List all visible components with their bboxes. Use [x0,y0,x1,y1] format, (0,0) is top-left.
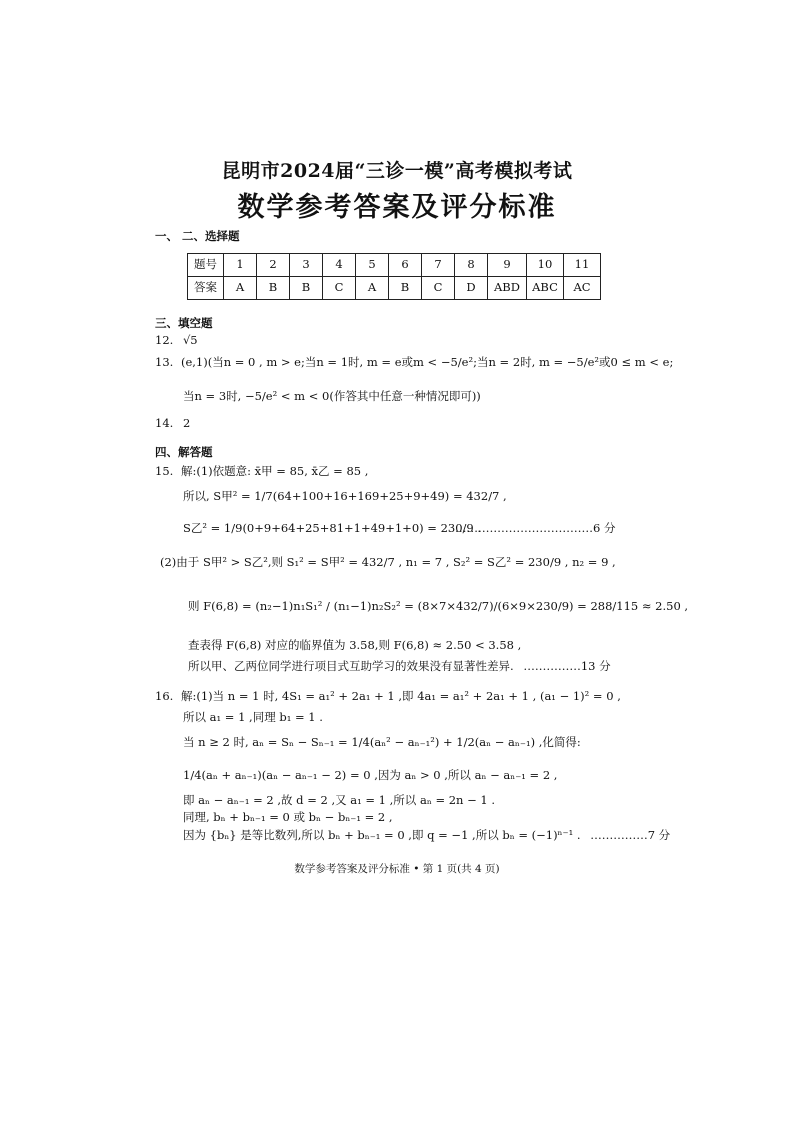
q15-line1 [155,465,368,479]
table-cell: B [290,277,323,300]
q16-score: ……………7 分 [590,828,671,842]
table-row [188,254,601,277]
table-cell: 5 [356,254,389,277]
q13-number: 13. [155,355,174,369]
q12-line [155,334,198,348]
table-cell: B [257,277,290,300]
table-cell: 4 [323,254,356,277]
table-cell: ABC [527,277,564,300]
q14-number: 14. [155,416,174,430]
section-fill-heading: 三、填空题 [155,316,213,330]
table-cell: B [389,277,422,300]
page-footer: 数学参考答案及评分标准 • 第 1 页(共 4 页) [294,863,500,875]
q15-text: 解:(1)依题意: x̄甲 = 85, x̄乙 = 85 , [180,464,369,478]
q15-line6: 查表得 F(6,8) 对应的临界值为 3.58,则 F(6,8) ≈ 2.50 < 3.58 , [188,638,522,652]
table-cell: AC [564,277,601,300]
q15-score-1: ………………………………6 分 [455,521,616,535]
q16-line4: 1/4(aₙ + aₙ₋₁)(aₙ − aₙ₋₁ − 2) = 0 ,因为 aₙ > 0 ,所以 aₙ − aₙ₋₁ = 2 , [183,768,558,782]
q13-text-line1: (e,1)(当n = 0 , m > e;当n = 1时, m = e或m < −5/e²;当n = 2时, m = −5/e²或0 ≤ m < e; [180,355,674,369]
q14-answer: 2 [182,416,191,430]
q16-number: 16. [155,689,174,703]
table-cell: D [455,277,488,300]
q16-line7 [183,829,670,843]
q15-text: S乙² = 1/9(0+9+64+25+81+1+49+1+0) = 230/9 . [183,521,482,535]
q14-line [155,417,190,431]
table-cell: A [356,277,389,300]
q13-line1 [155,356,673,370]
q15-score-2: ……………13 分 [523,659,611,673]
document-title: 昆明市2024届“三诊一模”高考模拟考试 [221,160,573,182]
answer-table [187,253,601,300]
section-choice-heading: 一、 二、选择题 [155,229,240,243]
q15-number: 15. [155,464,174,478]
q12-number: 12. [155,333,174,347]
table-cell: 9 [488,254,527,277]
q15-line5: 则 F(6,8) = (n₂−1)n₁S₁² / (n₁−1)n₂S₂² = (8×7×432/7)/(6×9×230/9) = 288/115 ≈ 2.50 , [188,599,689,613]
document-subtitle: 数学参考答案及评分标准 [237,192,557,223]
q12-answer: √5 [182,333,198,347]
q15-text: 所以甲、乙两位同学进行项目式互助学习的效果没有显著性差异. [188,659,514,673]
table-row [188,277,601,300]
table-cell: ABD [488,277,527,300]
q15-line3 [183,521,616,536]
q16-line3: 当 n ≥ 2 时, aₙ = Sₙ − Sₙ₋₁ = 1/4(aₙ² − aₙ₋₁²) + 1/2(aₙ − aₙ₋₁) ,化简得: [183,735,581,749]
section-solution-heading: 四、解答题 [155,445,213,459]
table-cell: 10 [527,254,564,277]
q16-line1 [155,690,621,704]
table-cell: 1 [224,254,257,277]
table-cell: 11 [564,254,601,277]
table-cell: 题号 [188,254,224,277]
q15-line2: 所以, S甲² = 1/7(64+100+16+169+25+9+49) = 432/7 , [183,489,507,503]
table-cell: 2 [257,254,290,277]
q16-line6: 同理, bₙ + bₙ₋₁ = 0 或 bₙ − bₙ₋₁ = 2 , [183,810,393,824]
q13-line2: 当n = 3时, −5/e² < m < 0(作答其中任意一种情况即可)) [183,389,481,403]
table-cell: C [422,277,455,300]
q16-line5: 即 aₙ − aₙ₋₁ = 2 ,故 d = 2 ,又 a₁ = 1 ,所以 aₙ = 2n − 1 . [183,793,496,807]
table-cell: 答案 [188,277,224,300]
q16-line2: 所以 a₁ = 1 ,同理 b₁ = 1 . [183,710,323,724]
q16-text: 因为 {bₙ} 是等比数列,所以 bₙ + bₙ₋₁ = 0 ,即 q = −1 ,所以 bₙ = (−1)ⁿ⁻¹ . [183,828,581,842]
table-cell: 8 [455,254,488,277]
table-cell: 6 [389,254,422,277]
q15-line7 [188,660,611,674]
q16-text: 解:(1)当 n = 1 时, 4S₁ = a₁² + 2a₁ + 1 ,即 4a₁ = a₁² + 2a₁ + 1 , (a₁ − 1)² = 0 , [180,689,621,703]
table-cell: 7 [422,254,455,277]
table-cell: A [224,277,257,300]
table-cell: C [323,277,356,300]
q15-line4: (2)由于 S甲² > S乙²,则 S₁² = S甲² = 432/7 , n₁ = 7 , S₂² = S乙² = 230/9 , n₂ = 9 , [160,555,616,569]
table-cell: 3 [290,254,323,277]
